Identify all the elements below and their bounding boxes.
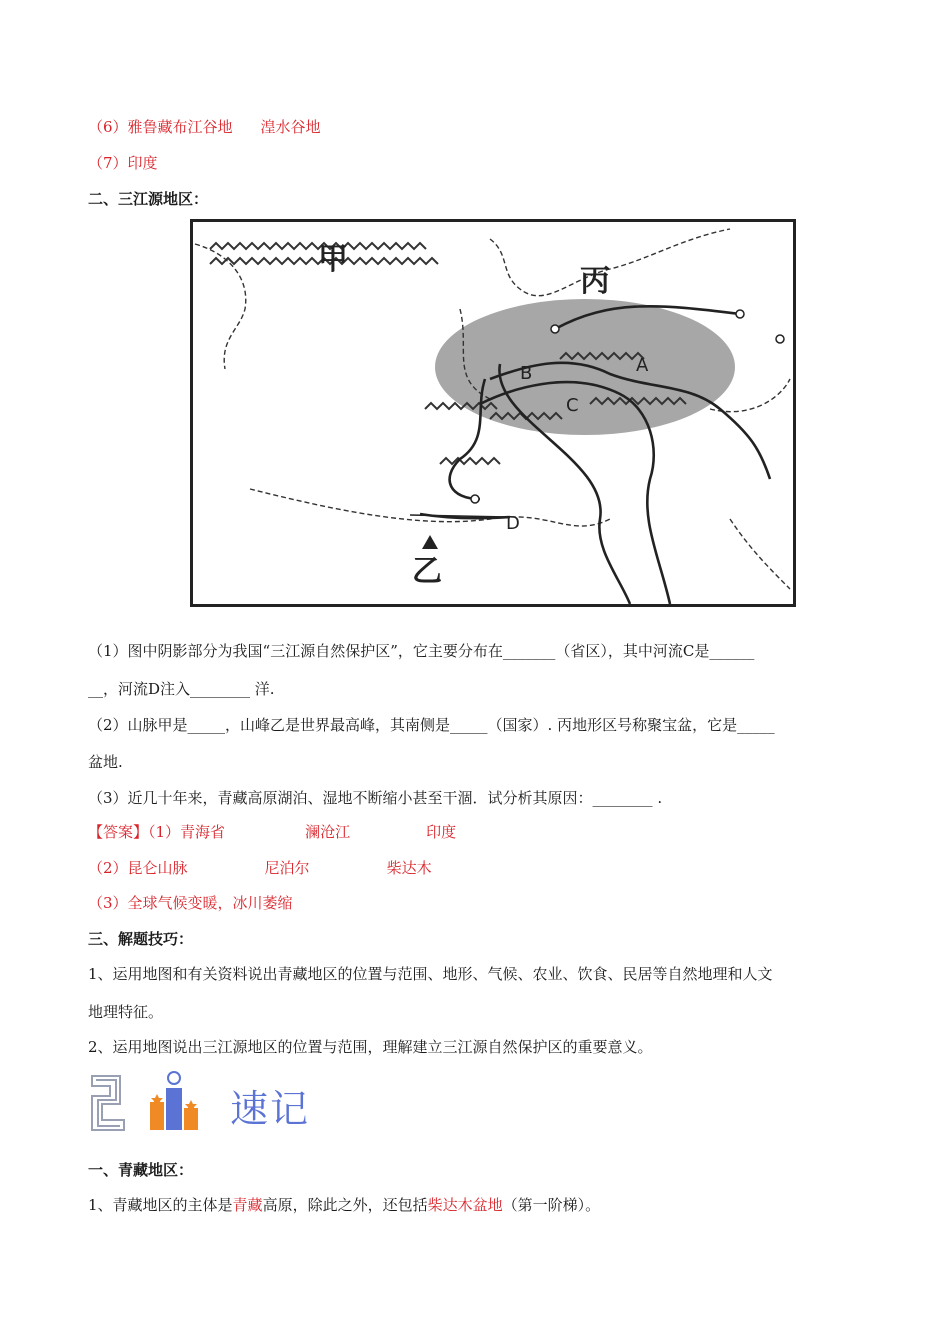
section-heading-qingzang: 一、青藏地区： <box>88 1161 194 1179</box>
answer-yarlung-valley: （6）雅鲁藏布江谷地 <box>88 118 233 136</box>
tip-1-line-2: 地理特征。 <box>88 1003 164 1021</box>
map-label-a: A <box>636 355 649 376</box>
answer-1-ocean: 印度 <box>426 823 457 841</box>
question-3: （3）近几十年来，青藏高原湖泊、湿地不断缩小甚至干涸．试分析其原因：________ . <box>88 789 663 807</box>
sanjiangyuan-map <box>190 219 796 607</box>
answer-1-river: 澜沧江 <box>305 823 351 841</box>
river-dot-b <box>471 495 479 503</box>
prev-answer-7: （7）印度 <box>88 154 158 172</box>
question-1-line-2: __，河流D注入________ 洋. <box>88 680 275 698</box>
summary-1-highlight-basin: 柴达木盆地 <box>427 1196 503 1214</box>
summary-1-post: （第一阶梯）。 <box>502 1196 601 1214</box>
prev-answer-6 <box>88 117 321 137</box>
answer-huangshui-valley: 湟水谷地 <box>260 118 321 136</box>
river-mouth-dot <box>736 310 744 318</box>
answer-2-basin: 柴达木 <box>386 859 432 877</box>
summary-1-highlight-plateau: 青藏 <box>232 1196 263 1214</box>
map-label-jia: 甲 <box>318 242 348 277</box>
map-label-bing: 丙 <box>580 264 610 299</box>
map-label-yi: 乙 <box>412 554 442 589</box>
summary-1-pre: 1、青藏地区的主体是 <box>88 1196 233 1214</box>
answer-2-country: 尼泊尔 <box>264 859 310 877</box>
podium-icon <box>150 1072 198 1130</box>
section-heading-sanjiangyuan: 二、三江源地区： <box>88 190 209 208</box>
quick-memo-logo <box>88 1068 318 1136</box>
tip-2: 2、运用地图说出三江源地区的位置与范围，理解建立三江源自然保护区的重要意义。 <box>88 1038 653 1056</box>
summary-1 <box>88 1195 600 1215</box>
city-dot <box>776 335 784 343</box>
section-heading-tips: 三、解题技巧： <box>88 930 194 948</box>
answer-tag: 【答案】 <box>88 823 149 841</box>
question-1-line-1: （1）图中阴影部分为我国“三江源自然保护区”，它主要分布在_______（省区），其中河流C是______ <box>88 642 755 660</box>
summary-1-mid: 高原，除此之外，还包括 <box>262 1196 428 1214</box>
question-2-line-1: （2）山脉甲是_____，山峰乙是世界最高峰，其南侧是_____（国家）. 丙地形区号称聚宝盆，它是_____ <box>88 716 775 734</box>
answer-2 <box>88 858 432 878</box>
map-label-d: D <box>506 513 520 534</box>
map-label-c: C <box>566 395 579 416</box>
answer-1 <box>88 822 456 842</box>
logo-title: 速记 <box>230 1087 311 1131</box>
map-label-b: B <box>520 363 533 384</box>
answer-3: （3）全球气候变暖，冰川萎缩 <box>88 894 293 912</box>
number-2-icon <box>92 1076 124 1130</box>
answer-1-province: （1）青海省 <box>148 823 226 841</box>
tip-1-line-1: 1、运用地图和有关资料说出青藏地区的位置与范围、地形、气候、农业、饮食、民居等自然地理和人文 <box>88 965 773 983</box>
question-2-line-2: 盆地. <box>88 753 123 771</box>
river-source-dot <box>551 325 559 333</box>
answer-2-mountain: （2）昆仑山脉 <box>88 859 188 877</box>
